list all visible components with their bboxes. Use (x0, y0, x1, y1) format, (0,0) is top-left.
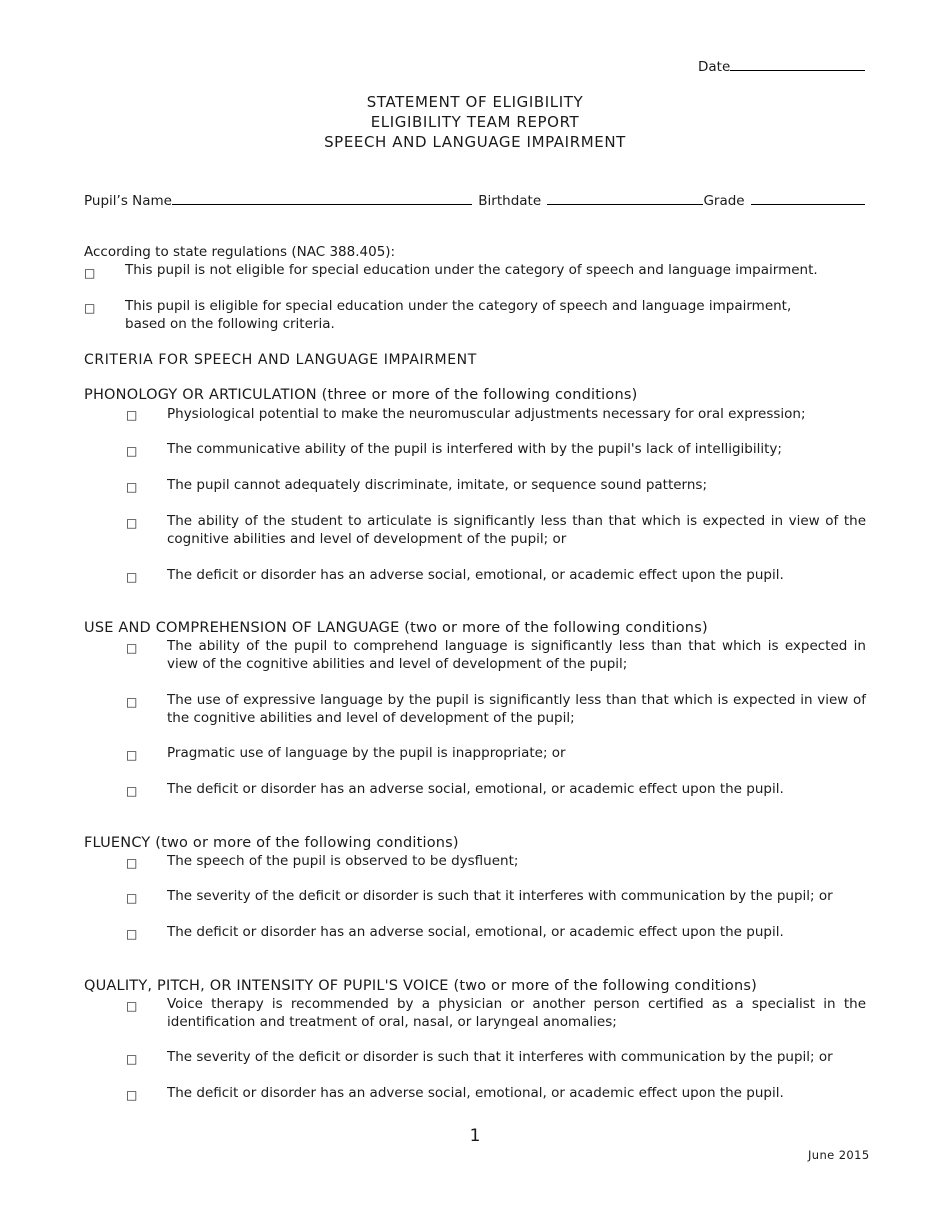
phonology-item-3: The pupil cannot adequately discriminate, imitate, or sequence sound patterns; (167, 477, 707, 493)
birthdate-label: Birthdate (478, 193, 542, 209)
fluency-checkbox-1[interactable]: □ (126, 856, 138, 870)
fluency-item-1: The speech of the pupil is observed to be dysfluent; (167, 853, 519, 869)
pupil-info-row (84, 190, 866, 209)
phonology-checkbox-2[interactable]: □ (126, 444, 138, 458)
language-checkbox-3[interactable]: □ (126, 748, 138, 762)
eligible-text-line-2: based on the following criteria. (125, 316, 335, 332)
phonology-checkbox-1[interactable]: □ (126, 408, 138, 422)
eligible-text-line-1: This pupil is eligible for special education under the category of speech and language impairment, (125, 298, 792, 314)
language-checkbox-4[interactable]: □ (126, 784, 138, 798)
fluency-item-3: The deficit or disorder has an adverse social, emotional, or academic effect upon the pupil. (167, 924, 784, 940)
grade-label: Grade (703, 193, 745, 209)
voice-item-1: Voice therapy is recommended by a physician or another person certified as a specialist in the identification and treatment of oral, nasal, or laryngeal anomalies; (167, 996, 866, 1030)
fluency-checkbox-3[interactable]: □ (126, 927, 138, 941)
date-blank[interactable] (730, 56, 865, 71)
footer-date: June 2015 (808, 1148, 870, 1162)
not-eligible-text: This pupil is not eligible for special education under the category of speech and language impairment. (125, 262, 818, 278)
date-label: Date (698, 59, 731, 75)
voice-checkbox-2[interactable]: □ (126, 1052, 138, 1066)
title-line-3: SPEECH AND LANGUAGE IMPAIRMENT (324, 133, 626, 151)
language-heading: USE AND COMPREHENSION OF LANGUAGE (two or more of the following conditions) (84, 620, 708, 636)
date-field (698, 56, 865, 75)
pupil-name-blank[interactable] (172, 190, 472, 205)
document-title (0, 92, 950, 152)
voice-item-2: The severity of the deficit or disorder is such that it interferes with communication by the pupil; or (167, 1049, 833, 1065)
birthdate-blank[interactable] (547, 190, 703, 205)
voice-checkbox-1[interactable]: □ (126, 999, 138, 1013)
language-item-3: Pragmatic use of language by the pupil is inappropriate; or (167, 745, 566, 761)
voice-item-3: The deficit or disorder has an adverse social, emotional, or academic effect upon the pupil. (167, 1085, 784, 1101)
language-item-4: The deficit or disorder has an adverse social, emotional, or academic effect upon the pupil. (167, 781, 784, 797)
fluency-checkbox-2[interactable]: □ (126, 891, 138, 905)
pupil-name-label: Pupil’s Name (84, 193, 172, 209)
fluency-item-2: The severity of the deficit or disorder is such that it interferes with communication by the pupil; or (167, 888, 833, 904)
phonology-heading: PHONOLOGY OR ARTICULATION (three or more of the following conditions) (84, 387, 638, 403)
language-checkbox-1[interactable]: □ (126, 641, 138, 655)
grade-blank[interactable] (751, 190, 865, 205)
phonology-item-5: The deficit or disorder has an adverse social, emotional, or academic effect upon the pupil. (167, 567, 784, 583)
eligible-checkbox[interactable]: □ (84, 301, 96, 315)
phonology-checkbox-3[interactable]: □ (126, 480, 138, 494)
page-number: 1 (469, 1126, 481, 1146)
regulations-intro: According to state regulations (NAC 388.405): (84, 244, 396, 260)
phonology-item-2: The communicative ability of the pupil is interfered with by the pupil's lack of intelligibility; (167, 441, 782, 457)
language-checkbox-2[interactable]: □ (126, 695, 138, 709)
language-item-1: The ability of the pupil to comprehend language is significantly less than that which is expected in view of the cognitive abilities and level of development of the pupil; (167, 638, 866, 672)
language-item-2: The use of expressive language by the pupil is significantly less than that which is expected in view of the cognitive abilities and level of development of the pupil; (167, 692, 866, 726)
phonology-item-4: The ability of the student to articulate is significantly less than that which is expected in view of the cognitive abilities and level of development of the pupil; or (167, 513, 866, 547)
voice-heading: QUALITY, PITCH, OR INTENSITY OF PUPIL'S VOICE (two or more of the following conditions) (84, 978, 757, 994)
fluency-heading: FLUENCY (two or more of the following conditions) (84, 835, 459, 851)
eligible-text (125, 297, 791, 333)
criteria-title: CRITERIA FOR SPEECH AND LANGUAGE IMPAIRMENT (84, 352, 477, 368)
phonology-item-1: Physiological potential to make the neuromuscular adjustments necessary for oral expression; (167, 406, 806, 422)
voice-checkbox-3[interactable]: □ (126, 1088, 138, 1102)
title-line-1: STATEMENT OF ELIGIBILITY (366, 93, 584, 111)
title-line-2: ELIGIBILITY TEAM REPORT (370, 113, 580, 131)
phonology-checkbox-5[interactable]: □ (126, 570, 138, 584)
not-eligible-checkbox[interactable]: □ (84, 266, 96, 280)
phonology-checkbox-4[interactable]: □ (126, 516, 138, 530)
